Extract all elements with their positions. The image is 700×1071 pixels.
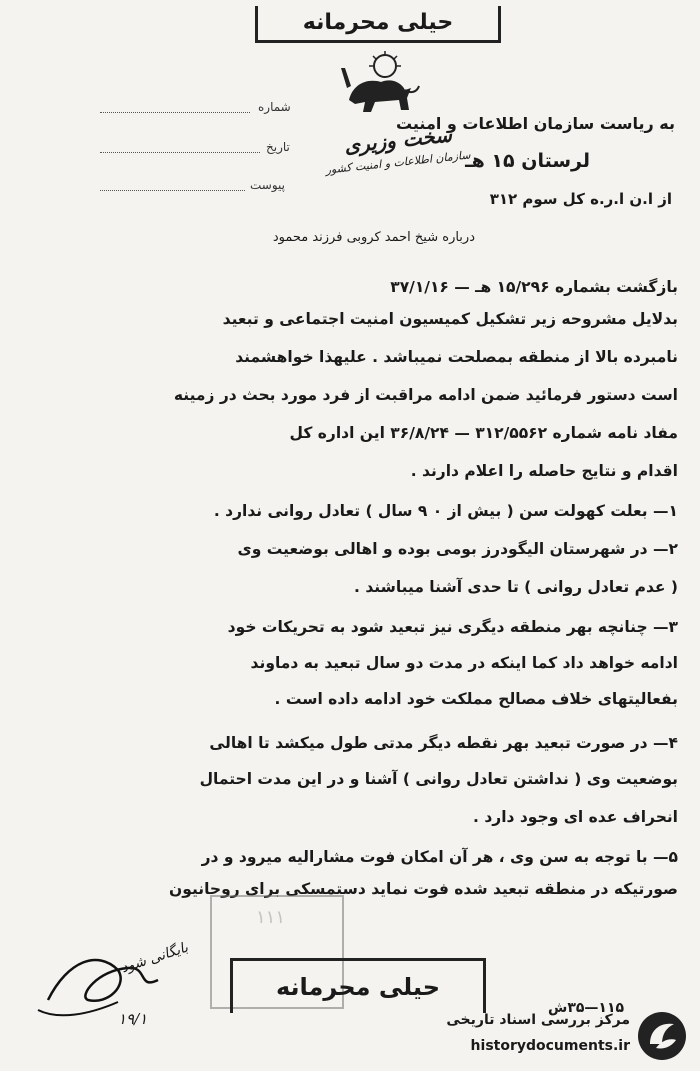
body-line-6: اقدام و نتایج حاصله را اعلام دارند . (410, 462, 678, 480)
body-line-3: نامبرده بالا از منطقه بمصلحت نمیباشد . علیهذا خواهشمند (235, 348, 678, 366)
faded-archive-number: ۱۱۱ (256, 907, 286, 928)
document-reference-number: ۱۱۵—۳۵ش (548, 1000, 625, 1016)
body-line-16: ۵— با توجه به سن وی ، هر آن امکان فوت مشارالیه میرود و در (201, 848, 678, 866)
watermark-logo-icon (636, 1010, 688, 1062)
body-line-14: بوضعیت وی ( نداشتن تعادل روانی ) آشنا و در این مدت احتمال (199, 770, 678, 788)
body-line-13: ۴— در صورت تبعید بهر نقطه دیگر مدتی طول میکشد تا اهالی (209, 734, 678, 752)
province-line: لرستان ۱۵ هـ (465, 150, 590, 172)
watermark (430, 1008, 692, 1064)
body-line-9: ( عدم تعادل روانی ) تا حدی آشنا میباشند . (354, 578, 678, 596)
watermark-title: مرکز بررسی اسناد تاریخی (446, 1012, 630, 1028)
body-line-17: صورتیکه در منطقه تبعید شده فوت نماید دستمسکی برای روحانیون (169, 880, 678, 898)
classification-stamp: حیلی محرمانه (255, 6, 501, 43)
lion-and-sun-emblem-icon (335, 48, 421, 118)
from-line: از ا.ن ا.ر.ه کل سوم ۳۱۲ (489, 190, 672, 208)
signature-line-1: سخت وزیری (343, 122, 453, 158)
signature-line-2: سازمان اطلاعات و امنیت کشور (324, 148, 472, 177)
attachment-field-line (100, 190, 245, 191)
date-field-line (100, 152, 260, 153)
body-line-15: انحراف عده ای وجود دارد . (473, 808, 678, 826)
attachment-label: پیوست (250, 178, 285, 192)
recipient-line: به ریاست سازمان اطلاعات و امنیت (395, 114, 675, 133)
body-line-11: ادامه خواهد داد کما اینکه در مدت دو سال تبعید به دماوند (250, 654, 678, 672)
handwritten-date: ۱۹/۱ (118, 1010, 148, 1028)
body-line-4: است دستور فرمائید ضمن ادامه مراقبت از فرد مورد بحث در زمینه (173, 386, 678, 404)
body-line-1: بازگشت بشماره ۱۵/۲۹۶ هـ — ۳۷/۱/۱۶ (390, 278, 678, 296)
handwritten-note: بایگانی شود (119, 939, 191, 977)
body-line-5: مفاد نامه شماره ۳۱۲/۵۵۶۲ — ۳۶/۸/۲۴ این اداره کل (289, 424, 678, 442)
date-label: تاریخ (266, 140, 290, 154)
body-line-10: ۳— چنانچه بهر منطقه دیگری نیز تبعید شود به تحریکات خود (227, 618, 678, 636)
organization-signature-stamp (318, 122, 478, 177)
watermark-url: historydocuments.ir (470, 1038, 630, 1054)
number-field-line (100, 112, 250, 113)
body-line-7: ۱— بعلت کهولت سن ( بیش از ۰ ۹ سال ) تعادل روانی ندارد . (213, 502, 678, 520)
body-line-2: بدلایل مشروحه زیر تشکیل کمیسیون امنیت اجتماعی و تبعید (222, 310, 678, 328)
bottom-classification-stamp: حیلی محرمانه (230, 958, 486, 1013)
number-label: شماره (258, 100, 291, 114)
subject-line: درباره شیخ احمد کروبی فرزند محمود (272, 230, 475, 245)
body-line-8: ۲— در شهرستان الیگودرز بومی بوده و اهالی بوضعیت وی (237, 540, 678, 558)
body-line-12: بفعالیتهای خلاف مصالح مملکت خود ادامه داده است . (274, 690, 678, 708)
